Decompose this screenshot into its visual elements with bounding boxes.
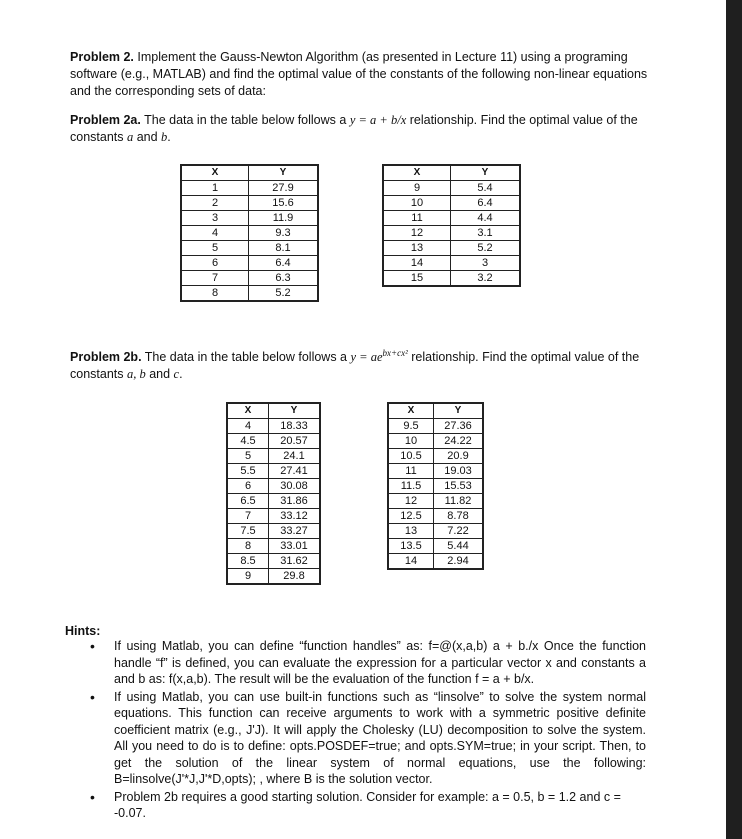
cell-y: 9.3 xyxy=(249,226,319,241)
cell-x: 7 xyxy=(181,271,249,286)
problem-2a-end: . xyxy=(167,130,171,144)
cell-x: 9.5 xyxy=(388,419,434,434)
cell-x: 12.5 xyxy=(388,509,434,524)
table-row xyxy=(227,524,320,539)
table-header-x: X xyxy=(383,165,451,181)
table-row xyxy=(388,419,483,434)
hint-text: If using Matlab, you can define “function handles” as: f=@(x,a,b) a + b./x Once the function handle “f” is defined, you can evaluate the expression for a particular vector x and constants a and b as: f(x,a,b). The result will be the evaluation of the function f = a + b/x. xyxy=(114,639,646,686)
scrollbar-panel[interactable] xyxy=(726,0,742,839)
table-row xyxy=(388,554,483,570)
cell-x: 5 xyxy=(227,449,269,464)
cell-y: 5.2 xyxy=(451,241,521,256)
problem-2a-text-after: relationship. Find the optimal value of the constants xyxy=(70,113,638,144)
hint-text: Problem 2b requires a good starting solution. Consider for example: a = 0.5, b = 1.2 and c = -0.07. xyxy=(114,789,621,820)
cell-x: 5.5 xyxy=(227,464,269,479)
cell-x: 1 xyxy=(181,181,249,196)
table-row xyxy=(181,286,318,302)
cell-y: 20.9 xyxy=(434,449,484,464)
table-row xyxy=(227,554,320,569)
problem-2b-end: . xyxy=(179,367,183,381)
table-2a-right xyxy=(382,164,521,287)
cell-x: 3 xyxy=(181,211,249,226)
cell-y: 4.4 xyxy=(451,211,521,226)
cell-y: 11.9 xyxy=(249,211,319,226)
problem-2b-paragraph xyxy=(70,349,660,383)
cell-y: 3.1 xyxy=(451,226,521,241)
cell-x: 14 xyxy=(383,256,451,271)
bullet-icon: • xyxy=(90,788,95,805)
cell-y: 27.41 xyxy=(269,464,321,479)
hint-item xyxy=(80,689,646,788)
table-2b-right xyxy=(387,402,484,570)
table-row xyxy=(227,509,320,524)
table-row xyxy=(181,271,318,286)
table-header-x: X xyxy=(388,403,434,419)
cell-y: 27.9 xyxy=(249,181,319,196)
problem-2a-equation: y = a + b/x xyxy=(349,113,407,127)
cell-y: 6.3 xyxy=(249,271,319,286)
bullet-icon: • xyxy=(90,688,95,705)
problem-2b-and: and xyxy=(145,367,174,381)
cell-x: 9 xyxy=(227,569,269,585)
problem-2b-const-c: c xyxy=(173,367,180,381)
cell-x: 10 xyxy=(383,196,451,211)
cell-y: 3.2 xyxy=(451,271,521,287)
cell-x: 4 xyxy=(227,419,269,434)
cell-y: 33.12 xyxy=(269,509,321,524)
cell-y: 24.22 xyxy=(434,434,484,449)
table-row xyxy=(388,449,483,464)
table-row xyxy=(383,226,520,241)
table-row xyxy=(388,479,483,494)
cell-y: 5.2 xyxy=(249,286,319,302)
cell-x: 14 xyxy=(388,554,434,570)
problem-2a-const-a: a xyxy=(126,130,134,144)
cell-x: 4 xyxy=(181,226,249,241)
problem-2a-paragraph xyxy=(70,112,660,146)
table-row xyxy=(181,211,318,226)
cell-y: 8.1 xyxy=(249,241,319,256)
table-header-y: Y xyxy=(249,165,319,181)
cell-y: 20.57 xyxy=(269,434,321,449)
table-row xyxy=(181,226,318,241)
hints-title: Hints: xyxy=(65,624,101,638)
cell-x: 13 xyxy=(383,241,451,256)
table-row xyxy=(181,256,318,271)
cell-x: 2 xyxy=(181,196,249,211)
cell-x: 4.5 xyxy=(227,434,269,449)
table-row xyxy=(383,181,520,196)
cell-y: 6.4 xyxy=(249,256,319,271)
table-row xyxy=(181,241,318,256)
cell-x: 8 xyxy=(227,539,269,554)
table-row xyxy=(388,494,483,509)
problem-2a-text: The data in the table below follows a xyxy=(140,113,350,127)
table-row xyxy=(181,181,318,196)
hint-item xyxy=(80,789,646,822)
table-row xyxy=(388,509,483,524)
table-row xyxy=(388,539,483,554)
problem-2b-text-after: relationship. Find the optimal value of the constants xyxy=(70,350,640,381)
cell-y: 31.86 xyxy=(269,494,321,509)
table-header-y: Y xyxy=(451,165,521,181)
problem-2-label: Problem 2. xyxy=(70,50,134,64)
table-row xyxy=(227,464,320,479)
table-row xyxy=(383,196,520,211)
problem-2b-consts: a, b xyxy=(126,367,146,381)
cell-y: 33.01 xyxy=(269,539,321,554)
table-row xyxy=(383,241,520,256)
problem-2b-equation: y = ae xyxy=(350,350,383,364)
table-row xyxy=(227,479,320,494)
table-header-y: Y xyxy=(434,403,484,419)
problem-2a-and: and xyxy=(133,130,162,144)
cell-y: 15.53 xyxy=(434,479,484,494)
bullet-icon: • xyxy=(90,638,95,654)
problem-2a-const-b: b xyxy=(161,130,168,144)
cell-y: 33.27 xyxy=(269,524,321,539)
cell-x: 12 xyxy=(388,494,434,509)
cell-x: 11.5 xyxy=(388,479,434,494)
cell-y: 27.36 xyxy=(434,419,484,434)
table-row xyxy=(227,449,320,464)
table-2b-left xyxy=(226,402,321,585)
cell-x: 13 xyxy=(388,524,434,539)
hint-text: If using Matlab, you can use built-in functions such as “linsolve” to solve the system normal equations. This function can receive arguments to work with a symmetric positive definite coefficient matrix (e.g., J'J). It will apply the Cholesky (LU) decomposition to solve the system. All you need to do is to define: opts.POSDEF=true; and opts.SYM=true; in your script. Then, to get the solution of the linear system of normal equations, use the following: B=linsolve(J'*J,J'*D,opts); , where B is the solution vector. xyxy=(114,689,646,786)
cell-y: 11.82 xyxy=(434,494,484,509)
cell-y: 29.8 xyxy=(269,569,321,585)
table-row xyxy=(227,539,320,554)
cell-x: 6 xyxy=(227,479,269,494)
table-header-y: Y xyxy=(269,403,321,419)
hint-item xyxy=(80,638,646,688)
table-row xyxy=(383,271,520,287)
cell-x: 8.5 xyxy=(227,554,269,569)
cell-y: 8.78 xyxy=(434,509,484,524)
problem-2b-exponent: bx+cx² xyxy=(382,347,408,358)
cell-x: 8 xyxy=(181,286,249,302)
table-row xyxy=(388,434,483,449)
table-row xyxy=(181,196,318,211)
table-row xyxy=(388,524,483,539)
problem-2b-label: Problem 2b. xyxy=(70,350,142,364)
cell-x: 6 xyxy=(181,256,249,271)
table-row xyxy=(227,419,320,434)
cell-x: 11 xyxy=(388,464,434,479)
cell-y: 15.6 xyxy=(249,196,319,211)
cell-y: 5.4 xyxy=(451,181,521,196)
cell-y: 19.03 xyxy=(434,464,484,479)
problem-2-paragraph xyxy=(70,49,660,100)
cell-y: 18.33 xyxy=(269,419,321,434)
problem-2b-text: The data in the table below follows a xyxy=(141,350,351,364)
cell-x: 7 xyxy=(227,509,269,524)
hints-list xyxy=(80,638,646,823)
cell-y: 5.44 xyxy=(434,539,484,554)
cell-x: 6.5 xyxy=(227,494,269,509)
cell-y: 2.94 xyxy=(434,554,484,570)
table-row xyxy=(388,464,483,479)
cell-y: 24.1 xyxy=(269,449,321,464)
table-row xyxy=(383,211,520,226)
problem-2a-label: Problem 2a. xyxy=(70,113,141,127)
table-row xyxy=(227,569,320,585)
cell-y: 6.4 xyxy=(451,196,521,211)
table-row xyxy=(383,256,520,271)
table-row xyxy=(227,434,320,449)
cell-y: 31.62 xyxy=(269,554,321,569)
cell-y: 3 xyxy=(451,256,521,271)
cell-x: 10.5 xyxy=(388,449,434,464)
cell-x: 5 xyxy=(181,241,249,256)
table-2a-left xyxy=(180,164,319,302)
cell-x: 11 xyxy=(383,211,451,226)
cell-x: 9 xyxy=(383,181,451,196)
cell-y: 30.08 xyxy=(269,479,321,494)
problem-2-text: Implement the Gauss-Newton Algorithm (as presented in Lecture 11) using a programing software (e.g., MATLAB) and find the optimal value of the constants of the following non-linear equations and the corresponding sets of data: xyxy=(70,50,648,98)
cell-x: 10 xyxy=(388,434,434,449)
table-row xyxy=(227,494,320,509)
table-header-x: X xyxy=(181,165,249,181)
table-header-x: X xyxy=(227,403,269,419)
cell-y: 7.22 xyxy=(434,524,484,539)
cell-x: 15 xyxy=(383,271,451,287)
cell-x: 12 xyxy=(383,226,451,241)
cell-x: 13.5 xyxy=(388,539,434,554)
cell-x: 7.5 xyxy=(227,524,269,539)
